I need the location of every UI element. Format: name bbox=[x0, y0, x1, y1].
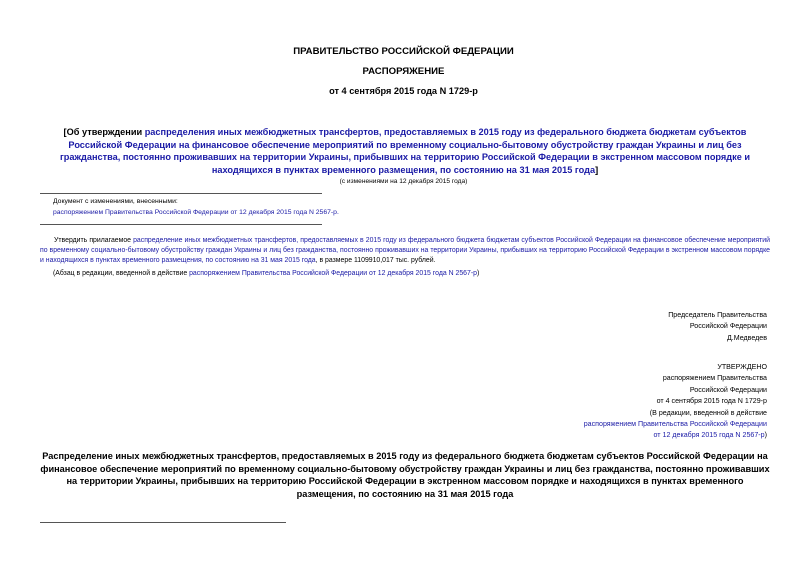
signature-block bbox=[668, 310, 767, 344]
doc-changes-label: Документ с изменениями, внесенными: bbox=[53, 198, 178, 205]
title-open-bracket: [ bbox=[63, 127, 67, 137]
government-heading: ПРАВИТЕЛЬСТВО РОССИЙСКОЙ ФЕДЕРАЦИИ bbox=[293, 46, 514, 57]
body-p1-link[interactable]: распределение иных межбюджетных трансфертов, предоставляемых в 2015 году из федерального бюджета бюджетам субъектов Российской Федерации на финансовое обеспечение мероприятий по временному социально-бытовому обустройству граждан Украины и лиц без гражданства, постоянно проживавших на территории Украины, прибывших на территорию Российской Федерации в экстренном массовом порядке и находящихся в пунктах временного размещения, по состоянию на 31 мая 2015 года bbox=[40, 237, 770, 264]
approved-line-1: УТВЕРЖДЕНО bbox=[717, 363, 767, 371]
body-p1-start: Утвердить прилагаемое bbox=[54, 237, 134, 244]
edition-note-end: ) bbox=[476, 270, 480, 277]
body-p1-end: , в размере 1109910,017 тыс. рублей. bbox=[315, 257, 436, 264]
title-close-bracket: ] bbox=[595, 164, 599, 175]
bottom-divider bbox=[40, 224, 322, 225]
signature-line-2: Российской Федерации bbox=[689, 322, 767, 331]
edition-note-link[interactable]: распоряжением Правительства Российской Федерации от 12 декабря 2015 года N 2567-р bbox=[189, 270, 477, 277]
changes-note: (с изменениями на 12 декабря 2015 года) bbox=[339, 178, 468, 185]
approved-line-5: (В редакции, введенной в действие bbox=[649, 408, 767, 417]
appendix-title: Распределение иных межбюджетных трансфертов, предоставляемых в 2015 году из федерального бюджета бюджетам субъектов Российской Федерации на финансовое обеспечение мероприятий по временному социально-бытовому обустройству граждан Украины и лиц без гражданства, постоянно проживавших на территории Украины, прибывших на территорию Российской Федерации в экстренном массовом порядке и находящихся в пунктах временного размещения, по состоянию на 31 мая 2015 года bbox=[40, 451, 770, 499]
approved-line-2: распоряжением Правительства bbox=[662, 374, 767, 383]
document-date-number: от 4 сентября 2015 года N 1729-р bbox=[329, 86, 478, 96]
body-paragraph bbox=[40, 236, 770, 266]
top-divider bbox=[40, 193, 322, 194]
approved-block bbox=[584, 362, 767, 442]
approved-link-1[interactable]: распоряжением Правительства Российской Федерации bbox=[583, 420, 767, 429]
document-type-heading: РАСПОРЯЖЕНИЕ bbox=[362, 66, 445, 77]
approved-link-2[interactable]: от 12 декабря 2015 года N 2567-р bbox=[653, 431, 765, 440]
approved-line-3: Российской Федерации bbox=[689, 385, 767, 394]
document-title bbox=[40, 126, 770, 176]
title-link[interactable]: распределения иных межбюджетных трансфертов, предоставляемых в 2015 году из федерального бюджета бюджетам субъектов Российской Федерации на финансовое обеспечение мероприятий по временному социально-бытовому обустройству граждан Украины и лиц без гражданства, постоянно проживавших на территории Украины, прибывших на территорию Российской Федерации в экстренном массовом порядке и находящихся в пунктах временного размещения, по состоянию на 31 мая 2015 года bbox=[59, 127, 751, 175]
edition-note bbox=[53, 270, 479, 277]
approved-line-4: от 4 сентября 2015 года N 1729-р bbox=[656, 397, 767, 406]
signature-line-1: Председатель Правительства bbox=[668, 311, 767, 319]
signature-line-3: Д.Медведев bbox=[726, 333, 767, 342]
edition-note-start: (Абзац в редакции, введенной в действие bbox=[53, 270, 190, 277]
footer-divider bbox=[40, 522, 286, 523]
title-prefix: Об утверждении bbox=[66, 127, 145, 137]
approved-close: ) bbox=[764, 431, 767, 440]
doc-changes-link[interactable]: распоряжением Правительства Российской Федерации от 12 декабря 2015 года N 2567-р. bbox=[53, 209, 339, 216]
